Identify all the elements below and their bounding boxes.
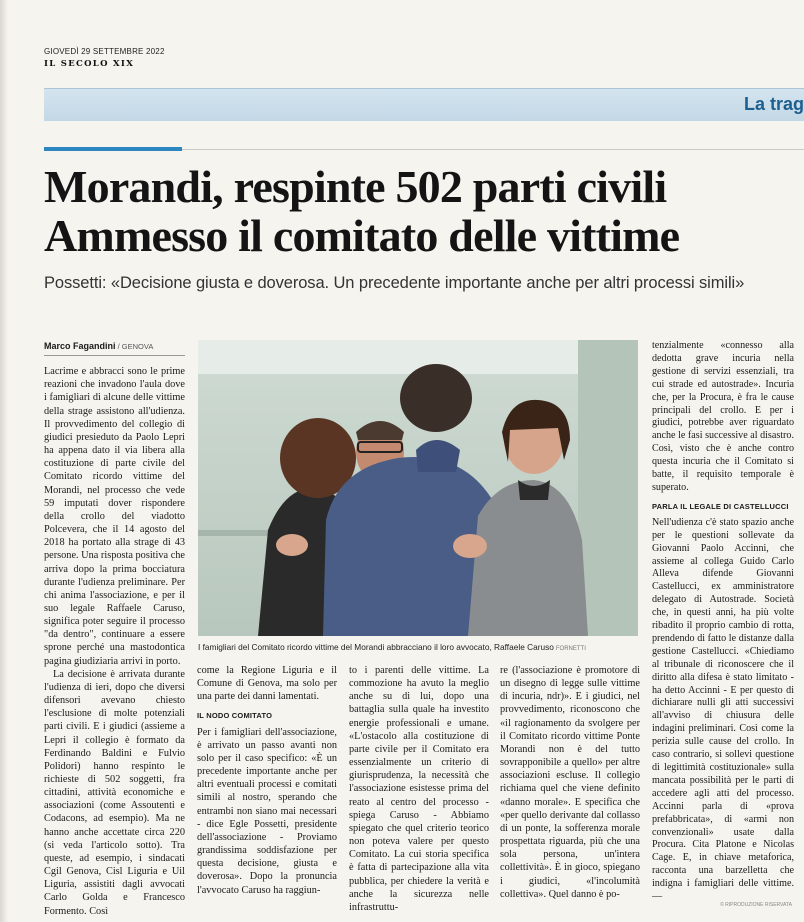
photo-illustration xyxy=(198,340,638,636)
article-headline xyxy=(44,162,804,260)
section-label: La trag xyxy=(743,94,804,114)
article-photo xyxy=(198,340,638,636)
dateline-place: GENOVA xyxy=(121,342,154,351)
paragraph: to i parenti delle vittime. La commozione ha avuto la meglio anche su di lui, dopo una battaglia sulla quale ha investito energie professionali e umane. «L'ostacolo alla costituzione di parte civile per il Comitato era essenzialmente un criterio di giurisprudenza, la necessità che l'associazione esistesse prima del reato al centro del processo - spiega Caruso - Abbiamo spiegato che quel criterio teorico non poteva valere per questo Comitato. La cui storia specifica è fatta di partecipazione alla vita pubblica, per chiedere la verità e anche la sicurezza nelle infrastruttu- xyxy=(349,665,489,913)
photo-credit: FORNETTI xyxy=(555,646,586,652)
paragraph: Lacrime e abbracci sono le prime reazioni che invadono l'aula dove i famigliari di alcune delle vittime della strage assistono all'udienza. Il provvedimento del collegio di giudici presieduto da Paolo Lepri ha appena dato il via libera alla costituzione di parte civile del Comitato ricordo vittime del Morandi, nel processo che vede 59 imputati dover rispondere della crollo del viadotto Polcevera, che il 14 agosto del 2018 ha portato alla strage di 43 persone. Una risposta positiva che arriva dopo la prima bocciatura durante l'udienza preliminare. Per chi anima l'associazione, e per il suo legale Raffaele Caruso, significa poter seguire il processo "da dentro", continuare a essere sprone perché una mastodontica pagina giudiziaria arrivi in porto. xyxy=(44,366,185,667)
paragraph: come la Regione Liguria e il Comune di Genova, ma solo per una parte dei danni lamentati. xyxy=(197,665,337,703)
paragraph: tenzialmente «connesso alla dedotta grave incuria nella gestione di servizi essenziali, tra cui strade ed autostrade». Incuria che, per la Procura, è fra le cause principali del crollo. E per i giudici, potrebbe aver riguardato anche le fasi successive al disastro. Così, visto che è anche contro questa incuria che il Comitato si batte, il requisito temporale è superato. xyxy=(652,340,794,493)
publication-name: IL SECOLO XIX xyxy=(44,59,135,69)
article-column-5 xyxy=(652,340,794,904)
article-column-3 xyxy=(349,664,489,914)
issue-date: GIOVEDÌ 29 SETTEMBRE 2022 xyxy=(44,47,165,56)
article-deck: Possetti: «Decisione giusta e doverosa. Un precedente importante anche per altri processi simili» xyxy=(44,274,745,292)
subheading: PARLA IL LEGALE DI CASTELLUCCI xyxy=(652,501,789,511)
title-accent-rule xyxy=(44,147,182,151)
paragraph: re (l'associazione è promotore di un disegno di legge sulle vittime di incuria, ndr)». E i giudici, nel provvedimento, riconoscono che «il ragionamento da svolgere per il Comitato ricordo vittime Ponte Morandi non è del tutto sovrapponibile a quello» per altre associazioni escluse. Il collegio richiama quel che viene definito «danno morale». E specifica che «per quello derivante dal collasso di un ponte, la sofferenza morale prospettata riguarda, più che una sola persona, un'intera collettività». È in gioco, spiegano i giudici, «l'incolumità collettiva». Quel danno è po- xyxy=(500,665,640,900)
title-thin-rule xyxy=(182,149,804,150)
headline-line-1: Morandi, respinte 502 parti civili xyxy=(44,161,667,212)
paragraph: Per i famigliari dell'associazione, è arrivato un passo avanti non solo per il caso specifico: «È un precedente importante anche per altri eventuali processi e comitati simili al nostro, sperando che entrambi non siano mai necessari - dice Egle Possetti, presidente dell'associazione - Proviamo grandissima soddisfazione per questa decisione, giusta e doverosa». Dopo la pronuncia l'avvocato Caruso ha raggiun- xyxy=(197,726,337,896)
article-column-2 xyxy=(197,664,337,897)
section-banner xyxy=(44,88,804,121)
article-column-4 xyxy=(500,664,640,901)
reproduction-notice: © RIPRODUZIONE RISERVATA xyxy=(720,902,792,908)
caption-text: I famigliari del Comitato ricordo vittime del Morandi abbracciano il loro avvocato, Raffaele Caruso xyxy=(198,642,554,652)
page-gutter-shadow xyxy=(0,0,8,922)
headline-line-2: Ammesso il comitato delle vittime xyxy=(44,210,680,261)
photo-caption xyxy=(198,642,640,652)
article-column-1 xyxy=(44,340,185,918)
subheading: IL NODO COMITATO xyxy=(197,711,273,721)
byline: Marco Fagandini / GENOVA xyxy=(44,340,185,356)
author-name: Marco Fagandini xyxy=(44,341,116,351)
paragraph: La decisione è arrivata durante l'udienza di ieri, dopo che diversi difensori avevano chiesto l'esclusione di molte potenziali parti civili. E i giudici (assieme a Lepri il collegio è formato da Ferdinando Baldini e Fulvio Polidori) hanno respinto le richieste di 502 soggetti, fra cittadini, attività economiche e associazioni (come Assoutenti e Codacons, ad esempio). Ma ne hanno anche accettate circa 220 (si veda l'articolo sotto). Tra queste, ad esempio, i sindacati Cgil Genova, Cisl Liguria e Uil Liguria, assistiti dagli avvocati Carlo Golda e Francesco Formento. Così xyxy=(44,668,185,917)
paragraph: Nell'udienza c'è stato spazio anche per le questioni sollevate da Giovanni Paolo Accinni, che assieme al collega Guido Carlo Alleva difende Giovanni Castellucci, ex amministratore delegato di Autostrade. Società che, in questi anni, ha più volte ribadito il proprio cambio di rotta, prendendo di fatto le distanze dalla gestione Castellucci. «Chiediamo al tribunale di riconoscere che il diritto alla difesa è stato limitato - ha detto Accinni - E per questo di dichiarare nulli gli atti successivi all'avviso di chiusura delle indagini preliminari. Così come la perizia sulle cause del crollo. In caso contrario, si sollevi questione di legittimità costituzionale» sulla mancata possibilità per le parti di accedere agli atti del processo. Accinni parla di «prova prefabbricata», di «armi non convenzionali» usate dalla Procura. Cita Platone e Nicolas Cage. E, in chiave metaforica, racconta una barzelletta che indigna i famigliari delle vittime. — xyxy=(652,516,794,903)
